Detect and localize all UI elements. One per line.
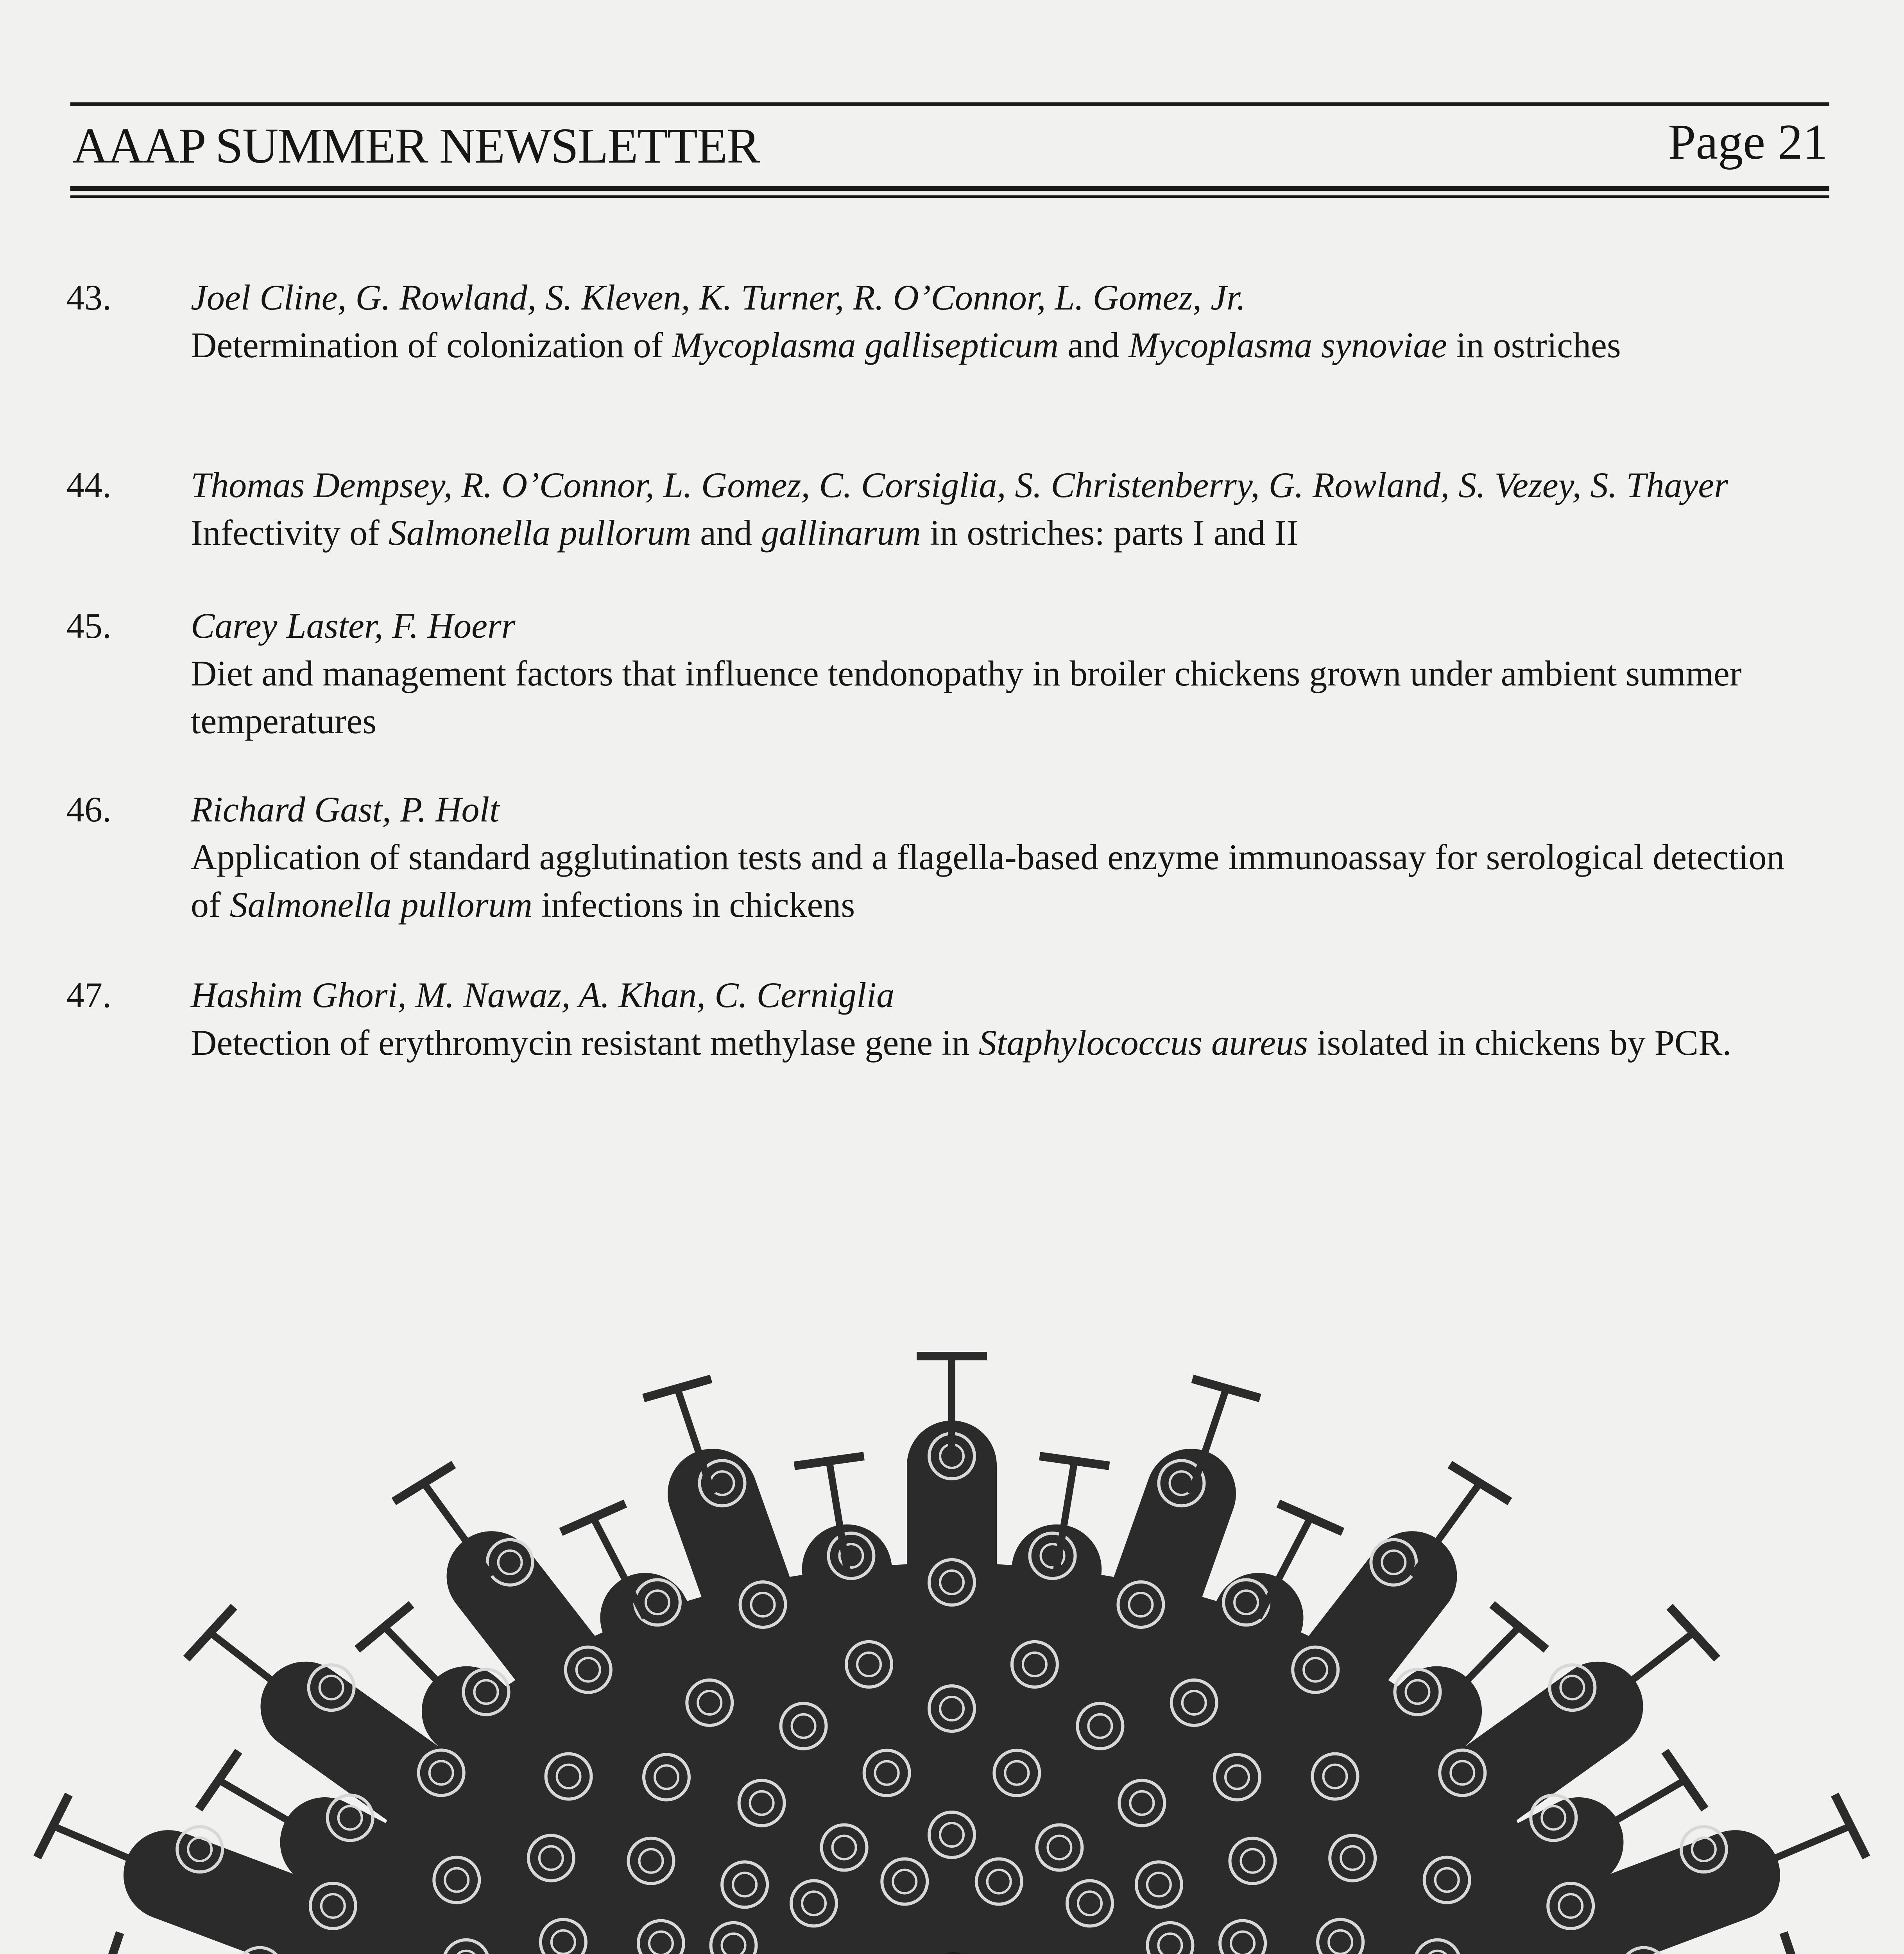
entry-authors: Hashim Ghori, M. Nawaz, A. Khan, C. Cerniglia (191, 975, 895, 1015)
feather-tip (1040, 1456, 1109, 1466)
feather-tip (186, 1607, 234, 1659)
peacock-illustration-icon (0, 1172, 1904, 1954)
entry-title: Application of standard agglutination tests and a flagella-based enzyme immunoassay for serological detection of Salmonella pullorum infections in chickens (191, 837, 1785, 925)
entry-authors: Thomas Dempsey, R. O’Connor, L. Gomez, C. Corsiglia, S. Christenberry, G. Rowland, S. Vezey, S. Thayer (191, 465, 1728, 505)
entry-number: 43. (66, 277, 111, 317)
entry-47 (66, 971, 1786, 1066)
entry-44 (66, 461, 1786, 556)
feather-tip (1835, 1795, 1866, 1857)
header-rule-top (70, 102, 1829, 106)
entry-title: Diet and management factors that influence tendonopathy in broiler chickens grown under ambient summer temperatures (191, 653, 1742, 741)
entry-number: 46. (66, 789, 111, 829)
entry-45 (66, 602, 1786, 745)
feather-tip (794, 1456, 864, 1466)
feather-tip (561, 1503, 625, 1532)
page-number: Page 21 (1668, 114, 1828, 170)
header-rule-bottom (70, 186, 1829, 191)
feather-tip (1450, 1465, 1510, 1502)
entry-title: Determination of colonization of Mycoplasma gallisepticum and Mycoplasma synoviae in ostriches (191, 325, 1621, 365)
entry-authors: Richard Gast, P. Holt (191, 789, 500, 829)
feather-tip (1278, 1503, 1343, 1532)
feather-tip (97, 1933, 120, 1954)
feather-tip (199, 1751, 238, 1809)
feather-tip (1665, 1751, 1705, 1809)
entry-title: Infectivity of Salmonella pullorum and gallinarum in ostriches: parts I and II (191, 513, 1299, 553)
entry-title: Detection of erythromycin resistant methylase gene in Staphylococcus aureus isolated in chickens by PCR. (191, 1023, 1732, 1063)
entry-number: 47. (66, 975, 111, 1015)
entry-43 (66, 274, 1786, 369)
entry-number: 44. (66, 465, 111, 505)
entry-authors: Carey Laster, F. Hoerr (191, 606, 516, 646)
feather-tip (1784, 1933, 1806, 1954)
feather-tip (1669, 1607, 1717, 1659)
feather-tip (37, 1795, 69, 1857)
newsletter-title: AAAP SUMMER NEWSLETTER (72, 118, 759, 174)
entry-46 (66, 786, 1786, 929)
feather-tip (394, 1465, 453, 1502)
entry-authors: Joel Cline, G. Rowland, S. Kleven, K. Turner, R. O’Connor, L. Gomez, Jr. (191, 277, 1246, 317)
entry-number: 45. (66, 606, 111, 646)
tail-feathers (91, 1466, 1813, 1954)
header-rule-bottom-thin (70, 195, 1829, 198)
